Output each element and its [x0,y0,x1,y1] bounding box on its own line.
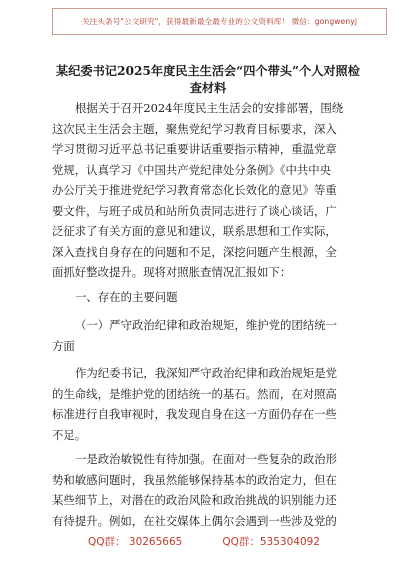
subsection-heading: （一）严守政治纪律和政治规矩，维护党的团结统一 [75,318,337,332]
document-title-line-2: 查材料 [189,81,227,95]
body-line: 党规，认真学习《中国共产党纪律处分条例》《中共中央 [52,162,332,177]
body-line: 的生命线，是维护党的团结统一的基石。然而，在对照高 [52,386,337,401]
body-line: 方面 [52,339,75,353]
body-line: 标准进行自我审视时，我发现自身在这一方面仍存在一些 [52,407,337,421]
body-line: 学习贯彻习近平总书记重要讲话重要指示精神，重温党章 [52,142,337,156]
section-heading: 一、存在的主要问题 [75,290,178,304]
body-line: 深入查找自身存在的问题和不足，深挖问题产生根源，全 [52,244,337,259]
header-banner: 关注头条号"公文研究"，获得最新最全最专业的公文资料库！ 微信：gongwenyj [52,8,387,35]
footer-qq-group-2: QQ群：535304092 [222,536,320,548]
footer-qq-group-1: QQ群： 30265665 [88,536,183,548]
document-title-line-1: 某纪委书记2025年度民主生活会“四个带头”个人对照检 [56,64,360,78]
footer [0,534,408,549]
body-line: 泛征求了有关方面的意见和建议，联系思想和工作实际， [52,224,337,238]
body-line: 有待提升。例如，在社交媒体上偶尔会遇到一些涉及党的 [52,513,337,528]
body-line: 这次民主生活会主题，聚焦党纪学习教育目标要求，深入 [52,121,337,136]
body-line: 面抓好整改提升。现将对照胀查情况汇报如下： [52,265,292,279]
body-line: 办公厅关于推进党纪学习教育常态化长效化的意见》等重 [52,183,337,197]
body-line: 一是政治敏锐性有待加强。在面对一些复杂的政治形 [75,452,337,466]
body-line: 根据关于召开2024年度民主生活会的安排部署，围绕 [75,101,344,115]
body-line: 作为纪委书记，我深知严守政治纪律和政治规矩是党 [75,366,337,380]
body-line: 某些细节上，对潜在的政治风险和政治挑战的识别能力还 [52,493,337,507]
body-line: 不足。 [52,427,87,442]
body-line: 要文件，与班子成员和站所负责同志进行了谈心谈话，广 [52,203,337,218]
body-line: 势和敏感问题时，我虽然能够保持基本的政治定力，但在 [52,472,337,487]
